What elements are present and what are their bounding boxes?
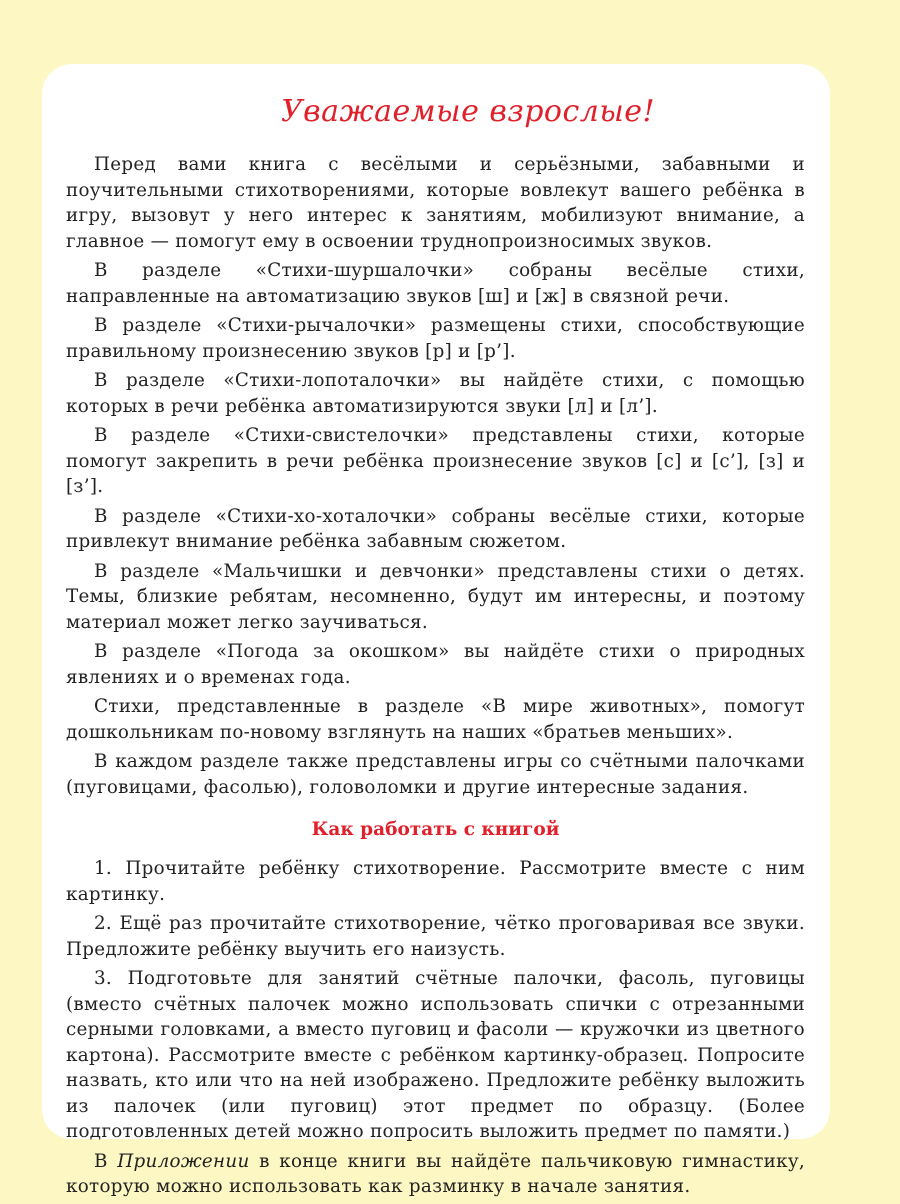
closing-text-start: В xyxy=(94,1150,118,1172)
intro-paragraph: В разделе «Стихи-шуршалочки» собраны весёлые стихи, направленные на автоматизацию звуков [ш] и [ж] в связной речи. xyxy=(66,260,805,307)
intro-paragraph: В разделе «Мальчишки и девчонки» представлены стихи о детях. Темы, близкие ребятам, несомненно, будут им интересны, и поэтому материал может легко заучиваться. xyxy=(66,560,805,633)
intro-paragraph: В разделе «Стихи-рычалочки» размещены стихи, способствующие правильному произнесению звуков [р] и [р’]. xyxy=(66,315,805,362)
page-title: Уважаемые взрослые! xyxy=(281,94,656,129)
intro-paragraph: В разделе «Погода за окошком» вы найдёте стихи о природных явлениях и о временах года. xyxy=(66,641,805,688)
intro-paragraph: Стихи, представленные в разделе «В мире животных», помогут дошкольникам по-новому взглянуть на наших «братьев меньших». xyxy=(66,696,805,743)
closing-text-end: в конце книги вы найдёте пальчиковую гимнастику, которую можно использовать как разминку в начале занятия. xyxy=(66,1150,805,1197)
intro-paragraph: В каждом разделе также представлены игры со счётными палочками (пуговицами, фасолью), головоломки и другие интересные задания. xyxy=(66,751,805,798)
instruction-step: 2. Ещё раз прочитайте стихотворение, чётко проговаривая все звуки. Предложите ребёнку выучить его наизусть. xyxy=(66,913,805,960)
intro-paragraph: В разделе «Стихи-хо-хоталочки» собраны весёлые стихи, которые привлекут внимание ребёнка забавным сюжетом. xyxy=(66,505,805,552)
section-heading: Как работать с книгой xyxy=(311,819,560,840)
instruction-step: 1. Прочитайте ребёнку стихотворение. Рассмотрите вместе с ним картинку. xyxy=(66,858,805,905)
instruction-step: 3. Подготовьте для занятий счётные палочки, фасоль, пуговицы (вместо счётных палочек можно использовать спички с отрезанными серными головками, а вместо пуговиц и фасоли — кружочки из цветного картона). Рассмотрите вместе с ребёнком картинку-образец. Попросите назвать, кто или что на ней изображено. Предложите ребёнку выложить из палочек (или пуговиц) этот предмет по образцу. (Более подготовленных детей можно попросить выложить предмет по памяти.) xyxy=(66,968,805,1142)
appendix-emphasis: Приложении xyxy=(117,1150,250,1172)
intro-paragraph: В разделе «Стихи-лопоталочки» вы найдёте стихи, с помощью которых в речи ребёнка автоматизируются звуки [л] и [л’]. xyxy=(66,370,805,417)
document-content xyxy=(66,86,805,1204)
intro-paragraph: Перед вами книга с весёлыми и серьёзными, забавными и поучительными стихотворениями, которые вовлекут вашего ребёнка в игру, вызовут у него интерес к занятиям, мобилизуют внимание, а главное — помогут ему в освоении труднопроизносимых звуков. xyxy=(66,154,805,252)
closing-paragraph xyxy=(66,1149,805,1200)
intro-paragraph: В разделе «Стихи-свистелочки» представлены стихи, которые помогут закрепить в речи ребёнка произнесение звуков [с] и [с’], [з] и [з’]. xyxy=(66,425,805,497)
